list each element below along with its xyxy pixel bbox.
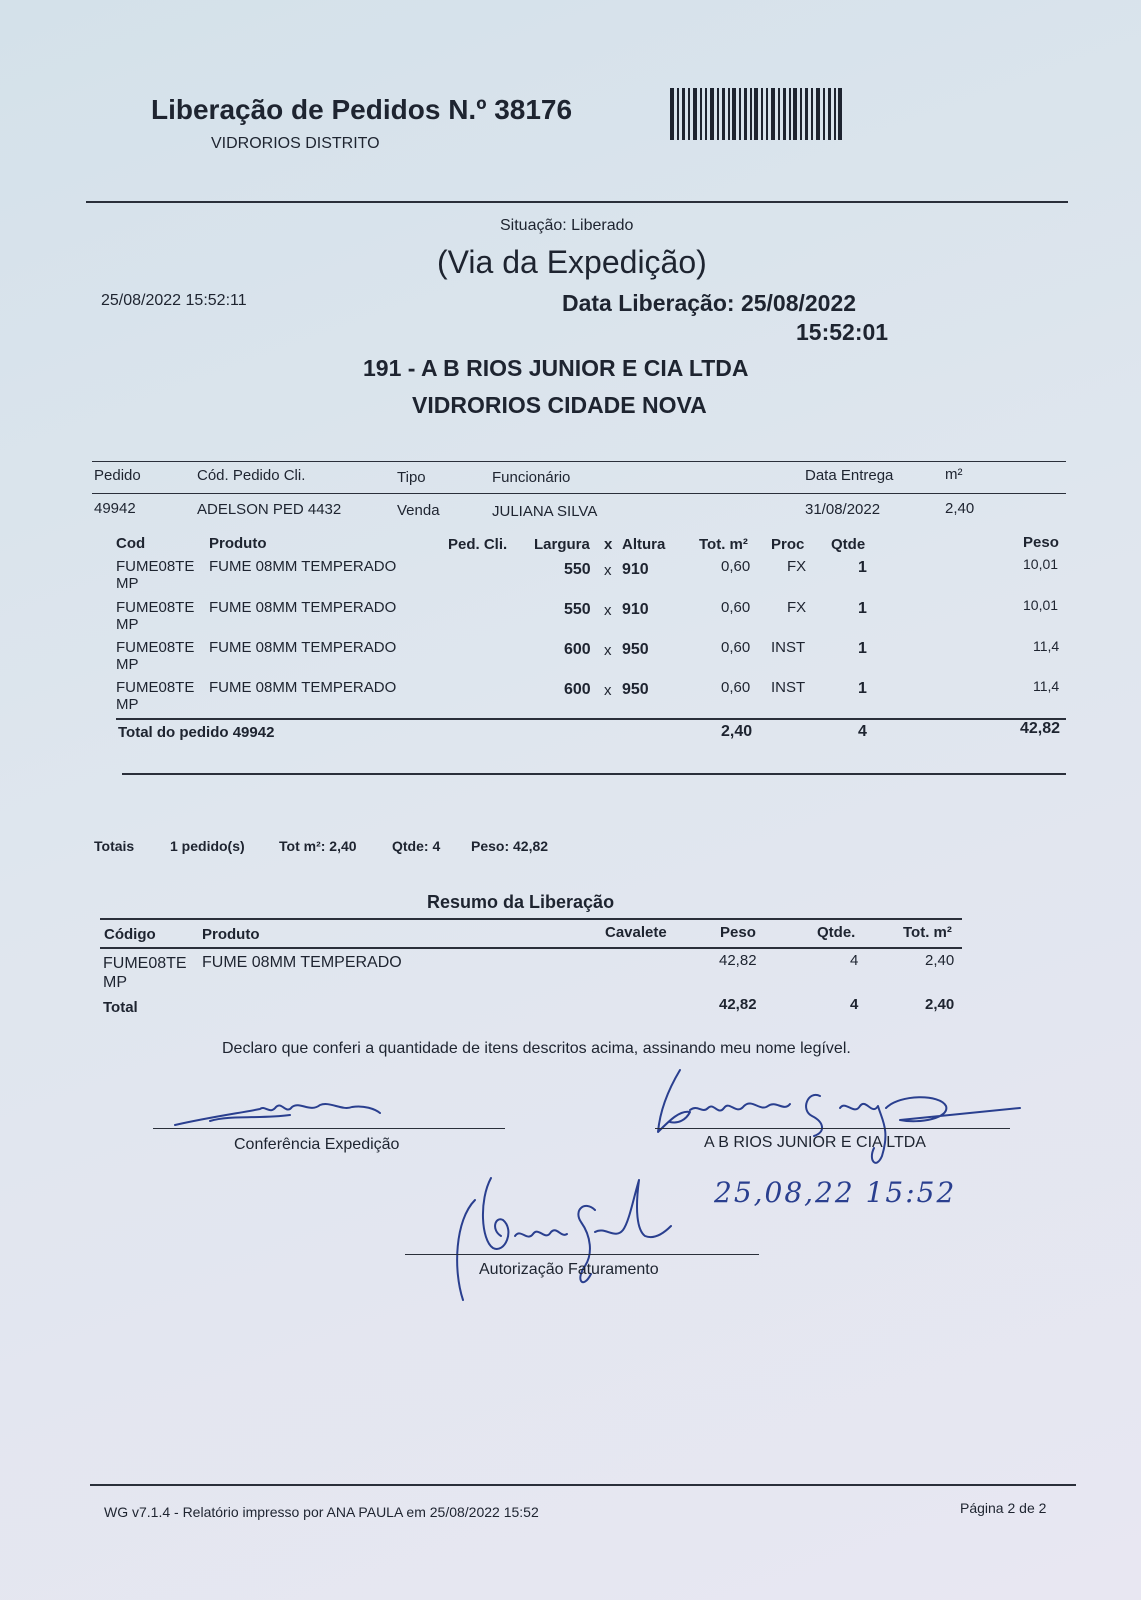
footer-print-info: WG v7.1.4 - Relatório impresso por ANA PAULA em 25/08/2022 15:52 xyxy=(104,1504,539,1520)
items-col-pedcli: Ped. Cli. xyxy=(448,536,508,553)
handwritten-date: 25,08,22 15:52 xyxy=(714,1176,957,1209)
summary-col-cavalete: Cavalete xyxy=(605,924,667,941)
item-tot: 0,60 xyxy=(721,639,751,656)
item-largura: 600 xyxy=(564,681,591,698)
client-name: 191 - A B RIOS JUNIOR E CIA LTDA xyxy=(363,355,749,381)
totals-m2: Tot m²: 2,40 xyxy=(279,838,357,854)
footer-rule xyxy=(90,1484,1076,1486)
order-col-pedido: Pedido xyxy=(94,467,141,484)
summary-row-product: FUME 08MM TEMPERADO xyxy=(202,954,402,971)
autorizacao-line xyxy=(405,1254,759,1255)
status-text: Situação: Liberado xyxy=(500,217,634,234)
summary-col-peso: Peso xyxy=(720,924,756,941)
item-product: FUME 08MM TEMPERADO xyxy=(209,679,397,696)
declaration-text: Declaro que conferi a quantidade de itens descritos acima, assinando meu nome legível. xyxy=(222,1040,851,1057)
item-tot: 0,60 xyxy=(721,558,751,575)
order-funcionario: JULIANA SILVA xyxy=(492,503,598,520)
item-tot: 0,60 xyxy=(721,679,751,696)
item-qtde: 1 xyxy=(858,600,867,617)
order-top-rule xyxy=(92,461,1066,462)
conferencia-line xyxy=(153,1128,505,1129)
item-altura: 910 xyxy=(622,561,649,578)
order-col-funcionario: Funcionário xyxy=(492,469,571,486)
items-col-tot: Tot. m² xyxy=(699,536,748,553)
summary-total-peso: 42,82 xyxy=(719,996,757,1013)
summary-col-produto: Produto xyxy=(202,926,260,943)
summary-row-tot: 2,40 xyxy=(925,952,955,969)
item-altura: 950 xyxy=(622,641,649,658)
item-qtde: 1 xyxy=(858,680,867,697)
copy-type: (Via da Expedição) xyxy=(437,244,707,280)
item-largura: 600 xyxy=(564,641,591,658)
item-product: FUME 08MM TEMPERADO xyxy=(209,639,397,656)
items-col-x: x xyxy=(604,536,613,553)
order-pedido: 49942 xyxy=(94,500,136,517)
summary-top-rule xyxy=(100,918,962,920)
header-divider xyxy=(86,201,1068,203)
order-header-rule xyxy=(92,493,1066,494)
item-row-code xyxy=(116,558,194,592)
item-peso: 10,01 xyxy=(1023,556,1059,572)
item-proc: INST xyxy=(771,639,806,656)
company-name: VIDRORIOS DISTRITO xyxy=(211,135,380,152)
item-largura: 550 xyxy=(564,561,591,578)
item-row-code xyxy=(116,679,194,713)
item-product: FUME 08MM TEMPERADO xyxy=(209,599,397,616)
client-signature xyxy=(650,1060,1030,1180)
order-total-qtde: 4 xyxy=(858,723,867,740)
order-bottom-rule xyxy=(122,773,1066,775)
summary-col-codigo: Código xyxy=(104,926,156,943)
order-total-m2: 2,40 xyxy=(721,723,753,740)
summary-col-qtde: Qtde. xyxy=(817,924,856,941)
item-code-line2: MP xyxy=(116,656,139,673)
item-row-code xyxy=(116,599,194,633)
item-code-line1: FUME08TE xyxy=(116,558,195,575)
summary-code-line2: MP xyxy=(103,974,127,991)
item-peso: 10,01 xyxy=(1023,597,1059,613)
release-date: Data Liberação: 25/08/2022 xyxy=(562,290,857,316)
barcode-image xyxy=(670,88,842,140)
item-proc: FX xyxy=(787,558,807,575)
item-peso: 11,4 xyxy=(1033,638,1060,654)
order-col-m2: m² xyxy=(945,466,963,483)
order-col-codcli: Cód. Pedido Cli. xyxy=(197,467,306,484)
item-qtde: 1 xyxy=(858,559,867,576)
item-code-line1: FUME08TE xyxy=(116,639,195,656)
summary-header-rule xyxy=(100,947,962,949)
items-total-rule xyxy=(116,718,1066,720)
item-x: x xyxy=(604,682,612,699)
autorizacao-signature xyxy=(445,1170,685,1310)
item-peso: 11,4 xyxy=(1033,678,1060,694)
item-proc: INST xyxy=(771,679,806,696)
item-x: x xyxy=(604,562,612,579)
item-code-line2: MP xyxy=(116,575,139,592)
totals-qtde: Qtde: 4 xyxy=(392,838,441,854)
order-codcli: ADELSON PED 4432 xyxy=(197,501,342,518)
item-code-line1: FUME08TE xyxy=(116,679,195,696)
items-col-largura: Largura xyxy=(534,536,590,553)
summary-col-tot: Tot. m² xyxy=(903,924,952,941)
conferencia-signature xyxy=(170,1095,390,1135)
conferencia-label: Conferência Expedição xyxy=(234,1136,400,1153)
order-total-peso: 42,82 xyxy=(1020,720,1061,737)
order-tipo: Venda xyxy=(397,502,440,519)
items-col-proc: Proc xyxy=(771,536,805,553)
summary-total-tot: 2,40 xyxy=(925,996,955,1013)
order-m2: 2,40 xyxy=(945,500,975,517)
items-col-peso: Peso xyxy=(1023,534,1059,551)
order-col-entrega: Data Entrega xyxy=(805,467,894,484)
items-col-altura: Altura xyxy=(622,536,666,553)
document-title: Liberação de Pedidos N.º 38176 xyxy=(151,94,573,125)
items-col-produto: Produto xyxy=(209,535,267,552)
client-signature-label: A B RIOS JUNIOR E CIA LTDA xyxy=(704,1134,926,1151)
item-code-line2: MP xyxy=(116,696,139,713)
client-line xyxy=(655,1128,1010,1129)
item-largura: 550 xyxy=(564,601,591,618)
summary-row-qtde: 4 xyxy=(850,952,859,969)
item-x: x xyxy=(604,602,612,619)
item-product: FUME 08MM TEMPERADO xyxy=(209,558,397,575)
item-x: x xyxy=(604,642,612,659)
item-altura: 950 xyxy=(622,681,649,698)
page-number: Página 2 de 2 xyxy=(960,1500,1047,1516)
summary-row-code xyxy=(103,954,187,992)
item-qtde: 1 xyxy=(858,640,867,657)
totals-label: Totais xyxy=(94,838,135,854)
order-entrega: 31/08/2022 xyxy=(805,501,881,518)
item-code-line1: FUME08TE xyxy=(116,599,195,616)
totals-peso: Peso: 42,82 xyxy=(471,838,549,854)
order-total-label: Total do pedido 49942 xyxy=(118,724,275,741)
item-tot: 0,60 xyxy=(721,599,751,616)
summary-row-peso: 42,82 xyxy=(719,952,757,969)
items-col-cod: Cod xyxy=(116,535,146,552)
item-altura: 910 xyxy=(622,601,649,618)
item-proc: FX xyxy=(787,599,807,616)
summary-total-qtde: 4 xyxy=(850,996,859,1013)
autorizacao-label: Autorização Faturamento xyxy=(479,1261,659,1278)
release-time: 15:52:01 xyxy=(796,319,889,345)
summary-code-line1: FUME08TE xyxy=(103,955,187,972)
items-col-qtde: Qtde xyxy=(831,536,866,553)
summary-total-label: Total xyxy=(103,999,138,1016)
item-code-line2: MP xyxy=(116,616,139,633)
totals-pedidos: 1 pedido(s) xyxy=(170,838,245,854)
client-store: VIDRORIOS CIDADE NOVA xyxy=(412,392,707,418)
item-row-code xyxy=(116,639,194,673)
order-col-tipo: Tipo xyxy=(397,469,426,486)
summary-title: Resumo da Liberação xyxy=(427,892,615,912)
print-datetime: 25/08/2022 15:52:11 xyxy=(101,292,247,309)
